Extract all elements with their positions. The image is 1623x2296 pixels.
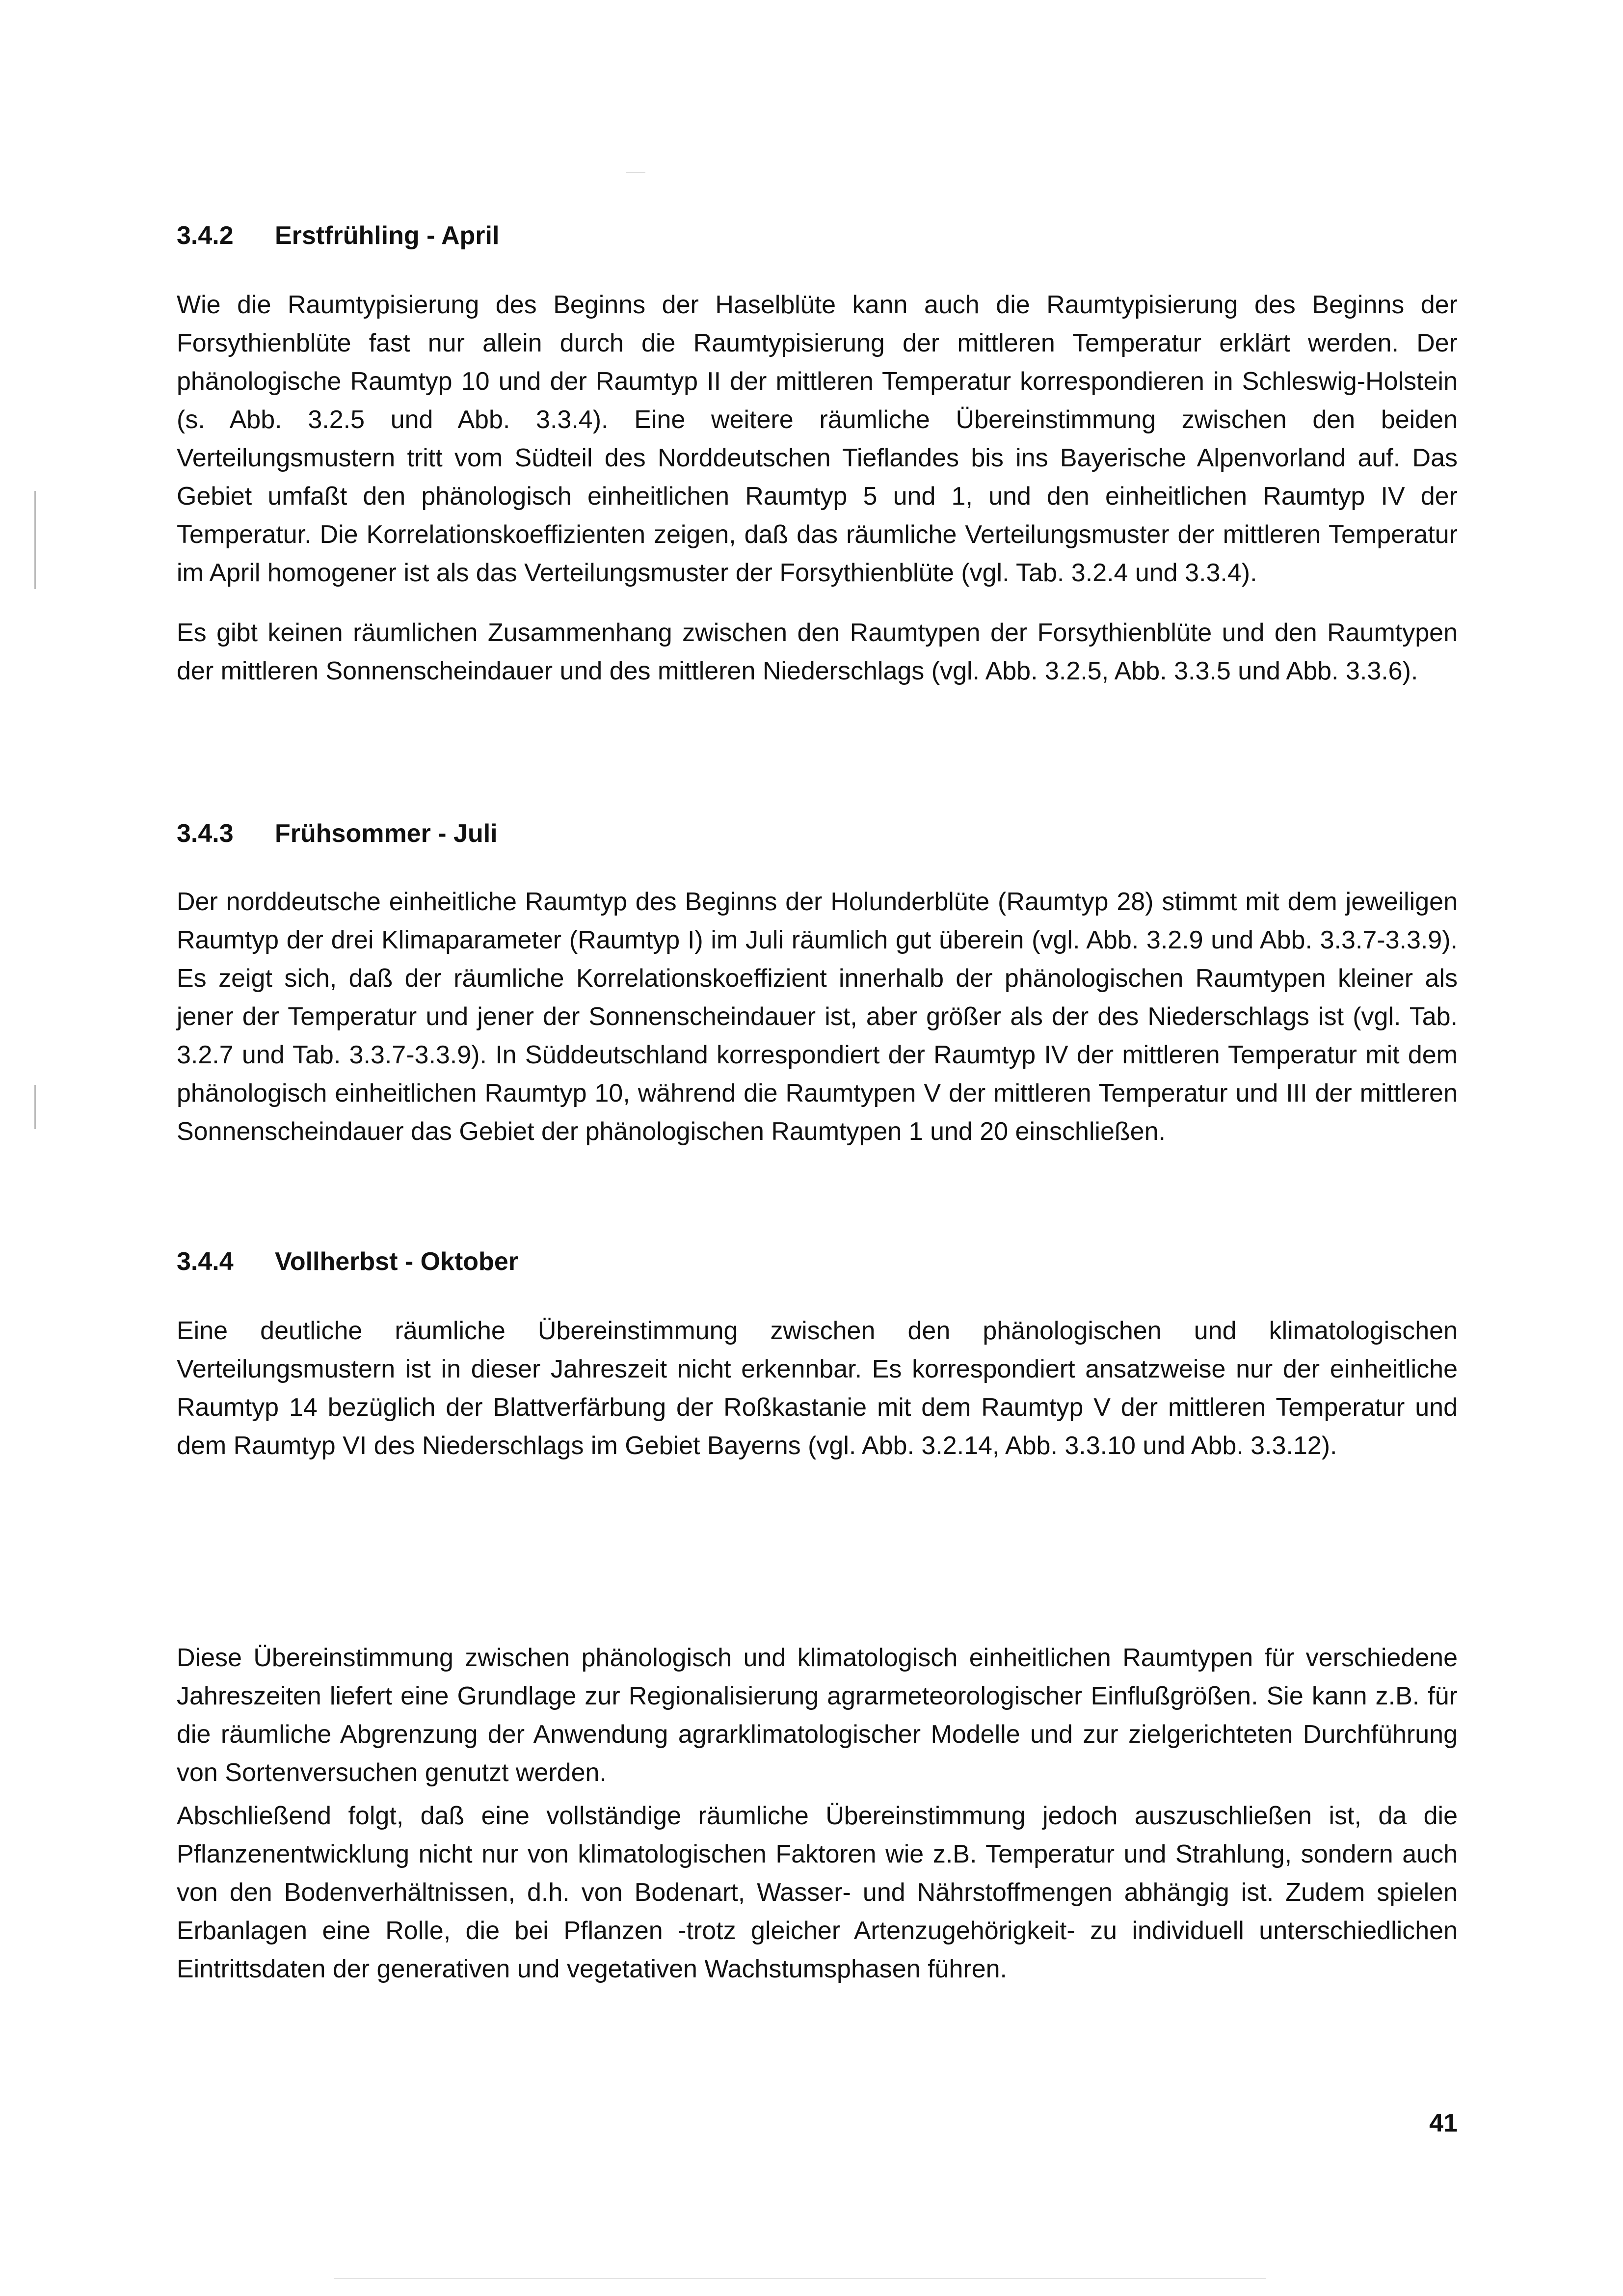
section-heading-3-4-2 — [177, 221, 499, 250]
paragraph: Abschließend folgt, daß eine vollständige räumliche Übereinstimmung jedoch auszuschließen ist, da die Pflanzenentwicklung nicht nur von klimatologischen Faktoren wie z.B. Temperatur und Strahlung, sondern auch von den Bodenverhältnissen, d.h. von Bodenart, Wasser- und Nährstoffmengen abhängig ist. Zudem spielen Erbanlagen eine Rolle, die bei Pflanzen -trotz gleicher Artenzugehörigkeit- zu individuell unterschiedlichen Eintrittsdaten der generativen und vegetativen Wachstumsphasen führen. — [177, 1802, 1458, 1983]
paragraph: Wie die Raumtypisierung des Beginns der Haselblüte kann auch die Raumtypisierung des Beginns der Forsythienblüte fast nur allein durch die Raumtypisierung der mittleren Temperatur erklärt werden. Der phänologische Raumtyp 10 und der Raumtyp II der mittleren Temperatur korrespondieren in Schleswig-Holstein (s. Abb. 3.2.5 und Abb. 3.3.4). Eine weitere räumliche Übereinstimmung zwischen den beiden Verteilungsmustern tritt vom Südteil des Norddeutschen Tieflandes bis ins Bayerische Alpenvorland auf. Das Gebiet umfaßt den phänologisch einheitlichen Raumtyp 5 und 1, und den einheitlichen Raumtyp IV der Temperatur. Die Korrelationskoeffizienten zeigen, daß das räumliche Verteilungsmuster der mittleren Temperatur im April homogener ist als das Verteilungsmuster der Forsythienblüte (vgl. Tab. 3.2.4 und 3.3.4). — [177, 291, 1458, 587]
section-number: 3.4.2 — [177, 221, 234, 250]
paragraph: Es gibt keinen räumlichen Zusammenhang zwischen den Raumtypen der Forsythienblüte und den Raumtypen der mittleren Sonnenscheindauer und des mittleren Niederschlags (vgl. Abb. 3.2.5, Abb. 3.3.5 und Abb. 3.3.6). — [177, 619, 1458, 685]
section-number: 3.4.3 — [177, 819, 234, 848]
section-title: Vollherbst - Oktober — [275, 1247, 518, 1276]
scan-mark — [626, 172, 645, 173]
scan-mark — [34, 1085, 36, 1129]
section-title: Erstfrühling - April — [275, 221, 500, 250]
paragraph: Eine deutliche räumliche Übereinstimmung zwischen den phänologischen und klimatologischen Verteilungsmustern ist in dieser Jahreszeit nicht erkennbar. Es korrespondiert ansatzweise nur der einheitliche Raumtyp 14 bezüglich der Blattverfärbung der Roßkastanie mit dem Raumtyp V der mittleren Temperatur und dem Raumtyp VI des Niederschlags im Gebiet Bayerns (vgl. Abb. 3.2.14, Abb. 3.3.10 und Abb. 3.3.12). — [177, 1317, 1458, 1460]
scan-mark — [334, 2278, 1266, 2279]
page-number: 41 — [1429, 2109, 1458, 2137]
paragraph: Der norddeutsche einheitliche Raumtyp des Beginns der Holunderblüte (Raumtyp 28) stimmt mit dem jeweiligen Raumtyp der drei Klimaparameter (Raumtyp I) im Juli räumlich gut überein (vgl. Abb. 3.2.9 und Abb. 3.3.7-3.3.9). Es zeigt sich, daß der räumliche Korrelationskoeffizient innerhalb der phänologischen Raumtypen kleiner als jener der Temperatur und jener der Sonnenscheindauer ist, aber größer als der des Niederschlags ist (vgl. Tab. 3.2.7 und Tab. 3.3.7-3.3.9). In Süddeutschland korrespondiert der Raumtyp IV der mittleren Temperatur mit dem phänologisch einheitlichen Raumtyp 10, während die Raumtypen V der mittleren Temperatur und III der mittleren Sonnenscheindauer das Gebiet der phänologischen Raumtypen 1 und 20 einschließen. — [177, 888, 1458, 1146]
section-title: Frühsommer - Juli — [275, 819, 498, 848]
section-heading-3-4-4 — [177, 1247, 518, 1276]
section-number: 3.4.4 — [177, 1247, 234, 1276]
paragraph: Diese Übereinstimmung zwischen phänologisch und klimatologisch einheitlichen Raumtypen für verschiedene Jahreszeiten liefert eine Grundlage zur Regionalisierung agrarmeteorologischer Einflußgrößen. Sie kann z.B. für die räumliche Abgrenzung der Anwendung agrarklimatologischer Modelle und zur zielgerichteten Durchführung von Sortenversuchen genutzt werden. — [177, 1644, 1458, 1787]
scan-mark — [34, 491, 36, 589]
section-heading-3-4-3 — [177, 819, 498, 848]
